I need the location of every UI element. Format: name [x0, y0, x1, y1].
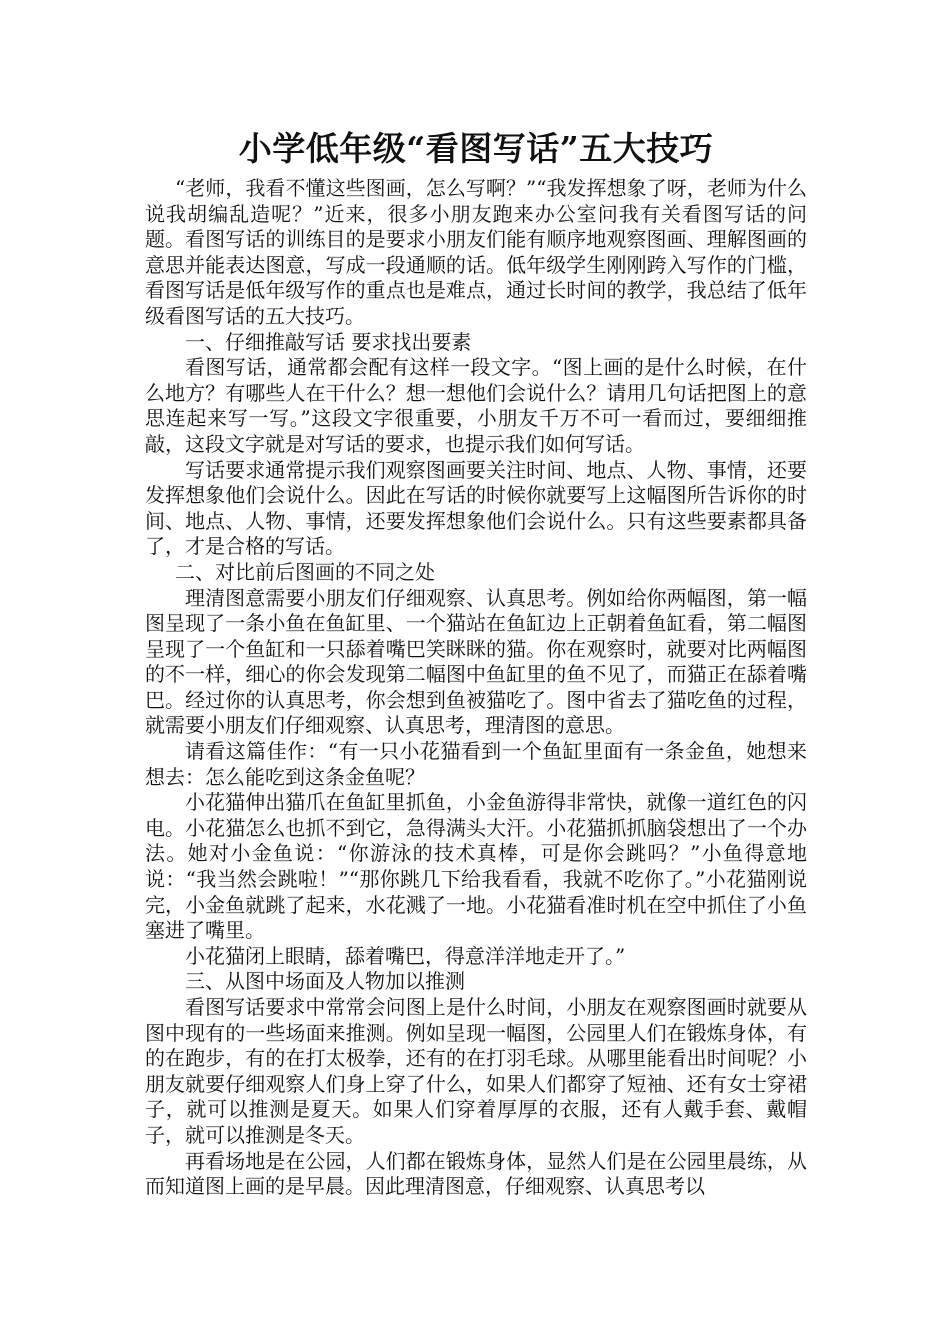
document-page — [145, 128, 807, 1200]
paragraph: 看图写话，通常都会配有这样一段文字。“图上画的是什么时候，在什么地方？有哪些人在干什么？想一想他们会说什么？请用几句话把图上的意思连起来写一写。”这段文字很重要，小朋友千万不可一看而过，要细细推敲，这段文字就是对写话的要求，也提示我们如何写话。 — [145, 355, 807, 456]
section-heading-2: 二、对比前后图画的不同之处 — [175, 559, 435, 584]
paragraph-intro: “老师，我看不懂这些图画，怎么写啊？”“我发挥想象了呀，老师为什么说我胡编乱造呢？”近来，很多小朋友跑来办公室问我有关看图写话的问题。看图写话的训练目的是要求小朋友们能有顺序地观察图画、理解图画的意思并能表达图意，写成一段通顺的话。低年级学生刚刚跨入写作的门槛，看图写话是低年级写作的重点也是难点，通过长时间的教学，我总结了低年级看图写话的五大技巧。 — [145, 176, 807, 328]
paragraph: 小花猫伸出猫爪在鱼缸里抓鱼，小金鱼游得非常快，就像一道红色的闪电。小花猫怎么也抓不到它，急得满头大汗。小花猫抓抓脑袋想出了一个办法。她对小金鱼说：“你游泳的技术真棒，可是你会跳吗？”小鱼得意地说：“我当然会跳啦！”“那你跳几下给我看看，我就不吃你了。”小花猫刚说完，小金鱼就跳了起来，水花溅了一地。小花猫看准时机在空中抓住了小鱼塞进了嘴里。 — [145, 790, 807, 943]
paragraph: 请看这篇佳作：“有一只小花猫看到一个鱼缸里面有一条金鱼，她想来想去：怎么能吃到这条金鱼呢？ — [145, 739, 807, 789]
section-heading-3: 三、从图中场面及人物加以推测 — [185, 969, 465, 994]
paragraph: 再看场地是在公园，人们都在锻炼身体，显然人们是在公园里晨练，从而知道图上画的是早晨。因此理清图意，仔细观察、认真思考以 — [145, 1148, 807, 1199]
document-title: 小学低年级“看图写话”五大技巧 — [238, 129, 714, 168]
section-heading-1: 一、仔细推敲写话 要求找出要素 — [185, 329, 472, 354]
paragraph: 写话要求通常提示我们观察图画要关注时间、地点、人物、事情，还要发挥想象他们会说什么。因此在写话的时候你就要写上这幅图所告诉你的时间、地点、人物、事情，还要发挥想象他们会说什么。只有这些要素都具备了，才是合格的写话。 — [145, 457, 807, 559]
paragraph: 理清图意需要小朋友们仔细观察、认真思考。例如给你两幅图，第一幅图呈现了一条小鱼在鱼缸里、一个猫站在鱼缸边上正朝着鱼缸看，第二幅图呈现了一个鱼缸和一只舔着嘴巴笑眯眯的猫。你在观察时，就要对比两幅图的不一样，细心的你会发现第二幅图中鱼缸里的鱼不见了，而猫正在舔着嘴巴。经过你的认真思考，你会想到鱼被猫吃了。图中省去了猫吃鱼的过程，就需要小朋友们仔细观察、认真思考，理清图的意思。 — [145, 585, 807, 738]
paragraph: 看图写话要求中常常会问图上是什么时间，小朋友在观察图画时就要从图中现有的一些场面来推测。例如呈现一幅图，公园里人们在锻炼身体，有的在跑步，有的在打太极拳，还有的在打羽毛球。从哪里能看出时间呢？小朋友就要仔细观察人们身上穿了什么，如果人们都穿了短袖、还有女士穿裙子，就可以推测是夏天。如果人们穿着厚厚的衣服，还有人戴手套、戴帽子，就可以推测是冬天。 — [145, 995, 807, 1147]
paragraph: 小花猫闭上眼睛，舔着嘴巴，得意洋洋地走开了。” — [185, 943, 626, 968]
